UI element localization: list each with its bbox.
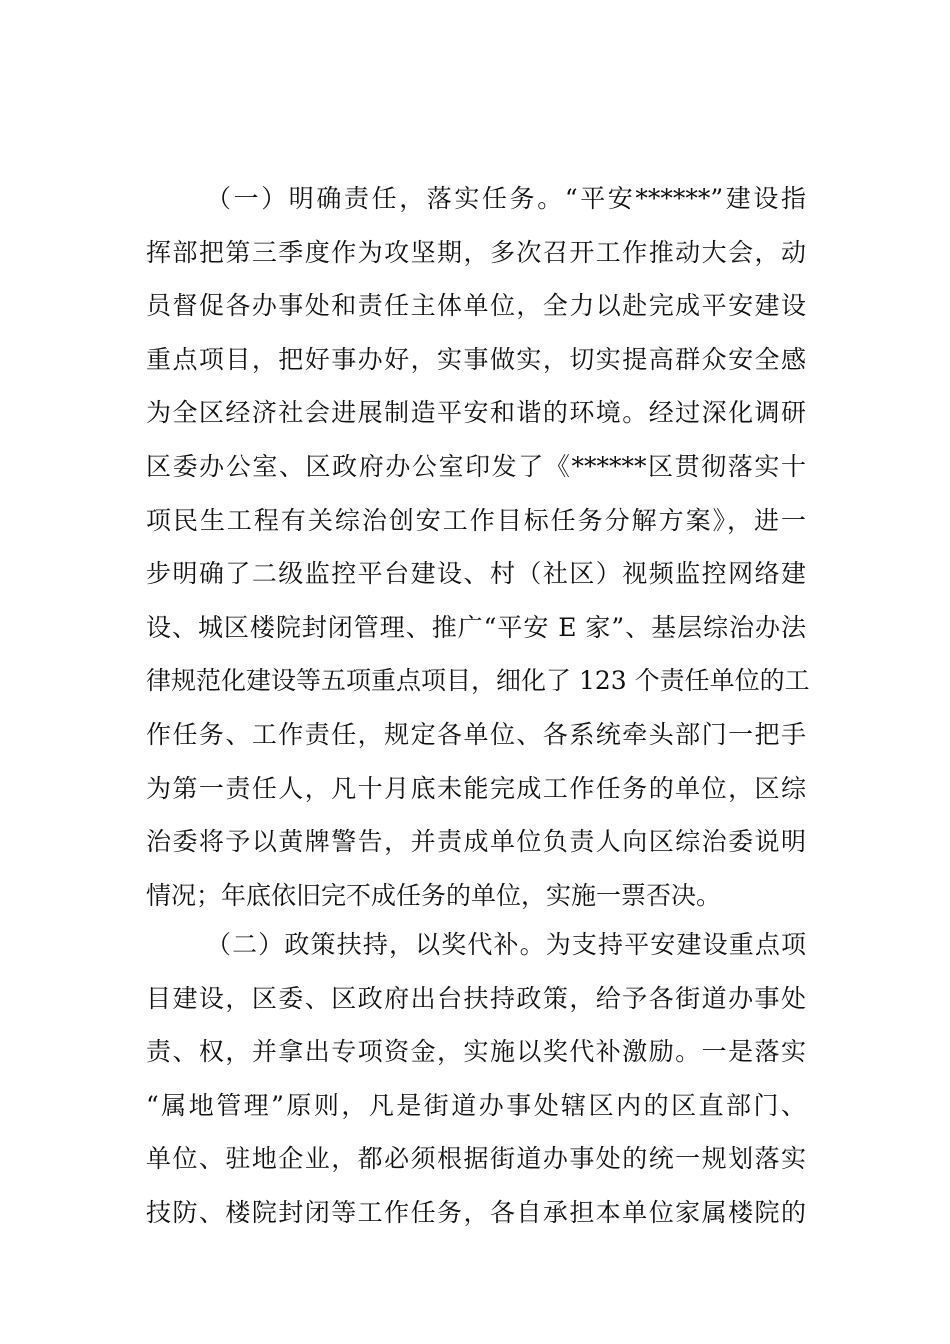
text-line: 设、城区楼院封闭管理、推广“平安 E 家”、基层综治办法 xyxy=(146,612,806,642)
paragraph-responsibility xyxy=(146,172,810,922)
text-line: 为第一责任人，凡十月底未能完成工作任务的单位，区综 xyxy=(146,773,806,803)
text-line: 员督促各办事处和责任主体单位，全力以赴完成平安建设 xyxy=(146,291,806,321)
text-line: 项民生工程有关综治创安工作目标任务分解方案》，进一 xyxy=(146,505,806,535)
text-line: （二）政策扶持，以奖代补。为支持平安建设重点项 xyxy=(206,930,806,959)
text-line: 目建设，区委、区政府出台扶持政策，给予各街道办事处 xyxy=(146,983,806,1013)
text-line: 重点项目，把好事办好，实事做实，切实提高群众安全感 xyxy=(146,344,806,374)
text-line: 治委将予以黄牌警告，并责成单位负责人向区综治委说明 xyxy=(146,827,806,857)
text-line: （一）明确责任，落实任务。“平安******”建设指 xyxy=(206,184,806,213)
text-line: 区委办公室、区政府办公室印发了《******区贯彻落实十 xyxy=(146,451,806,481)
text-line: 情况；年底依旧完不成任务的单位，实施一票否决。 xyxy=(146,880,722,910)
text-line: 责、权，并拿出专项资金，实施以奖代补激励。一是落实 xyxy=(146,1037,806,1067)
text-line: 律规范化建设等五项重点项目，细化了 123 个责任单位的工 xyxy=(146,666,810,696)
text-line: 为全区经济社会进展制造平安和谐的环境。经过深化调研 xyxy=(146,398,806,428)
text-line: 作任务、工作责任，规定各单位、各系统牵头部门一把手 xyxy=(146,719,806,749)
text-line: 步明确了二级监控平台建设、村（社区）视频监控网络建 xyxy=(146,559,806,589)
text-line: 挥部把第三季度作为攻坚期，多次召开工作推动大会，动 xyxy=(146,237,806,267)
text-line: 单位、驻地企业，都必须根据街道办事处的统一规划落实 xyxy=(146,1144,806,1174)
text-line: 技防、楼院封闭等工作任务，各自承担本单位家属楼院的 xyxy=(146,1197,806,1227)
text-line: “属地管理”原则，凡是街道办事处辖区内的区直部门、 xyxy=(146,1090,806,1120)
paragraph-policy-support xyxy=(146,918,806,1240)
